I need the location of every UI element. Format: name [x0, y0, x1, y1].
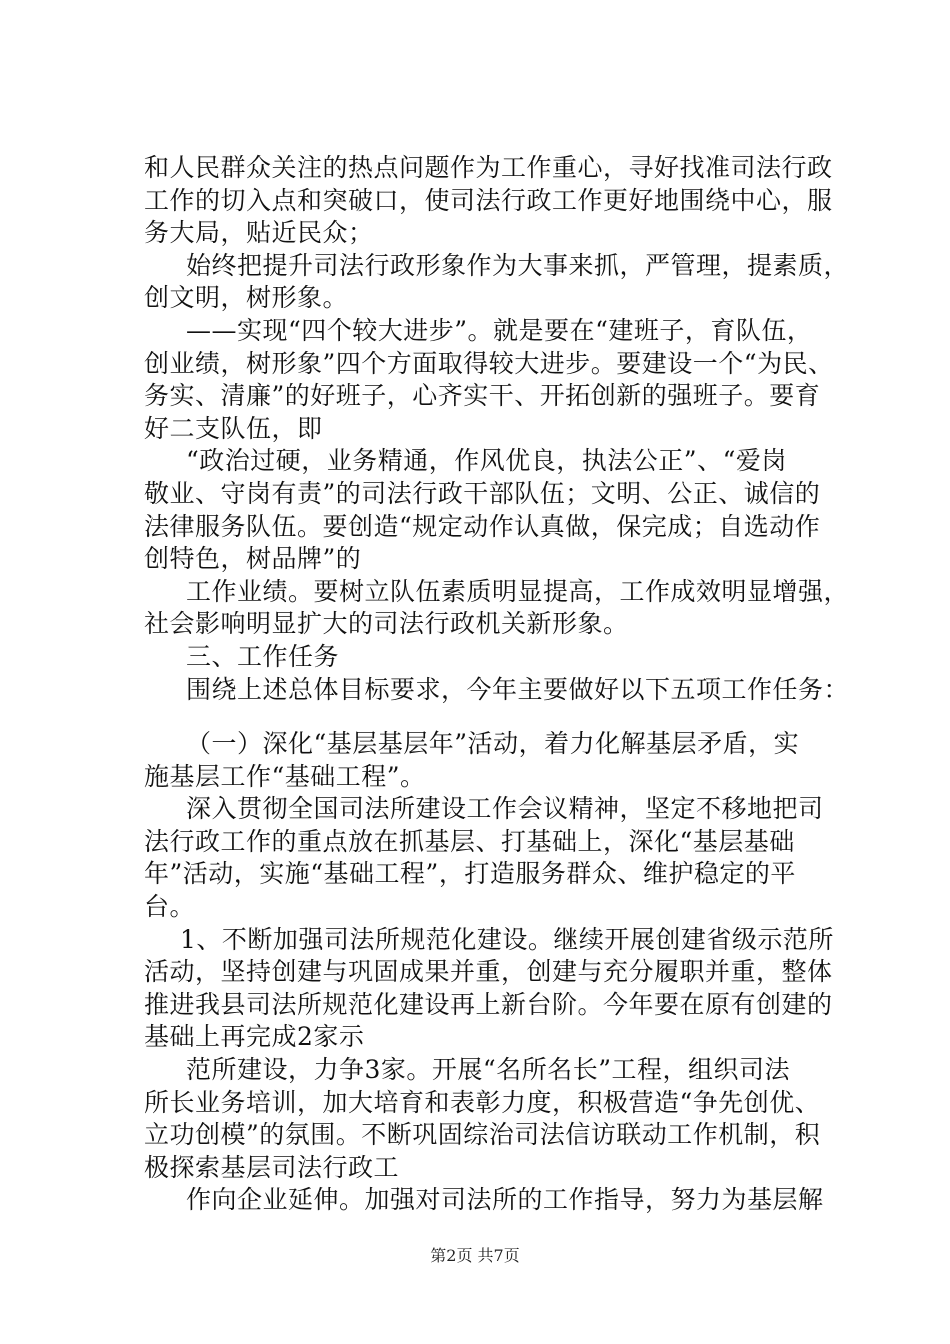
- text-line: 创特色，树品牌”的: [144, 544, 362, 574]
- text-line: 始终把提升司法行政形象作为大事来抓，严管理，提素质，: [186, 250, 850, 280]
- text-line: 法律服务队伍。要创造“规定动作认真做，保完成；自选动作: [144, 511, 821, 541]
- text-line: 台。: [144, 892, 196, 922]
- text-line: 推进我县司法所规范化建设再上新台阶。今年要在原有创建的: [144, 989, 833, 1019]
- text-line: 极探索基层司法行政工: [144, 1152, 400, 1182]
- text-line: 创文明，树形象。: [144, 283, 349, 313]
- subsection-heading: （一）深化“基层基层年”活动，着力化解基层矛盾，实: [186, 729, 800, 759]
- text-line: 和人民群众关注的热点问题作为工作重心，寻好找准司法行政: [144, 153, 833, 182]
- text-line: 施基层工作“基础工程”。: [144, 761, 426, 791]
- text-line: 基础上再完成2家示: [144, 1022, 365, 1052]
- text-line: 深入贯彻全国司法所建设工作会议精神，坚定不移地把司: [186, 794, 824, 824]
- body-text: [144, 152, 850, 1217]
- text-line: 工作的切入点和突破口，使司法行政工作更好地围绕中心，服: [144, 185, 833, 215]
- text-line: 1、不断加强司法所规范化建设。继续开展创建省级示范所: [180, 924, 834, 954]
- text-line: 年”活动，实施“基础工程”，打造服务群众、维护稳定的平: [144, 859, 796, 889]
- text-line: 范所建设，力争3家。开展“名所名长”工程，组织司法: [186, 1055, 790, 1085]
- text-line: ——实现“四个较大进步”。就是要在“建班子，育队伍，: [186, 315, 813, 345]
- text-line: 围绕上述总体目标要求，今年主要做好以下五项工作任务：: [186, 674, 850, 704]
- page-footer: 第2页 共7页: [430, 1246, 520, 1265]
- section-heading: 三、工作任务: [186, 641, 340, 671]
- text-line: 法行政工作的重点放在抓基层、打基础上，深化“基层基础: [144, 826, 795, 856]
- text-line: 工作业绩。要树立队伍素质明显提高，工作成效明显增强，: [186, 576, 850, 606]
- text-line: 好二支队伍，即: [144, 413, 323, 443]
- text-line: 所长业务培训，加大培育和表彰力度，积极营造“争先创优、: [144, 1087, 821, 1117]
- text-line: 务大局，贴近民众；: [144, 218, 374, 248]
- text-line: 务实、清廉”的好班子，心齐实干、开拓创新的强班子。要育: [144, 381, 821, 411]
- text-line: 社会影响明显扩大的司法行政机关新形象。: [144, 609, 629, 639]
- paragraph-gap: [144, 706, 844, 728]
- text-line: 作向企业延伸。加强对司法所的工作指导，努力为基层解: [186, 1185, 824, 1215]
- text-line: “政治过硬，业务精通，作风优良，执法公正”、“爱岗: [186, 446, 787, 476]
- text-line: 创业绩，树形象”四个方面取得较大进步。要建设一个“为民、: [144, 348, 834, 378]
- text-line: 活动，坚持创建与巩固成果并重，创建与充分履职并重，整体: [144, 957, 833, 987]
- text-line: 立功创模”的氛围。不断巩固综治司法信访联动工作机制，积: [144, 1120, 821, 1150]
- text-line: 敬业、守岗有责”的司法行政干部队伍；文明、公正、诚信的: [144, 478, 821, 508]
